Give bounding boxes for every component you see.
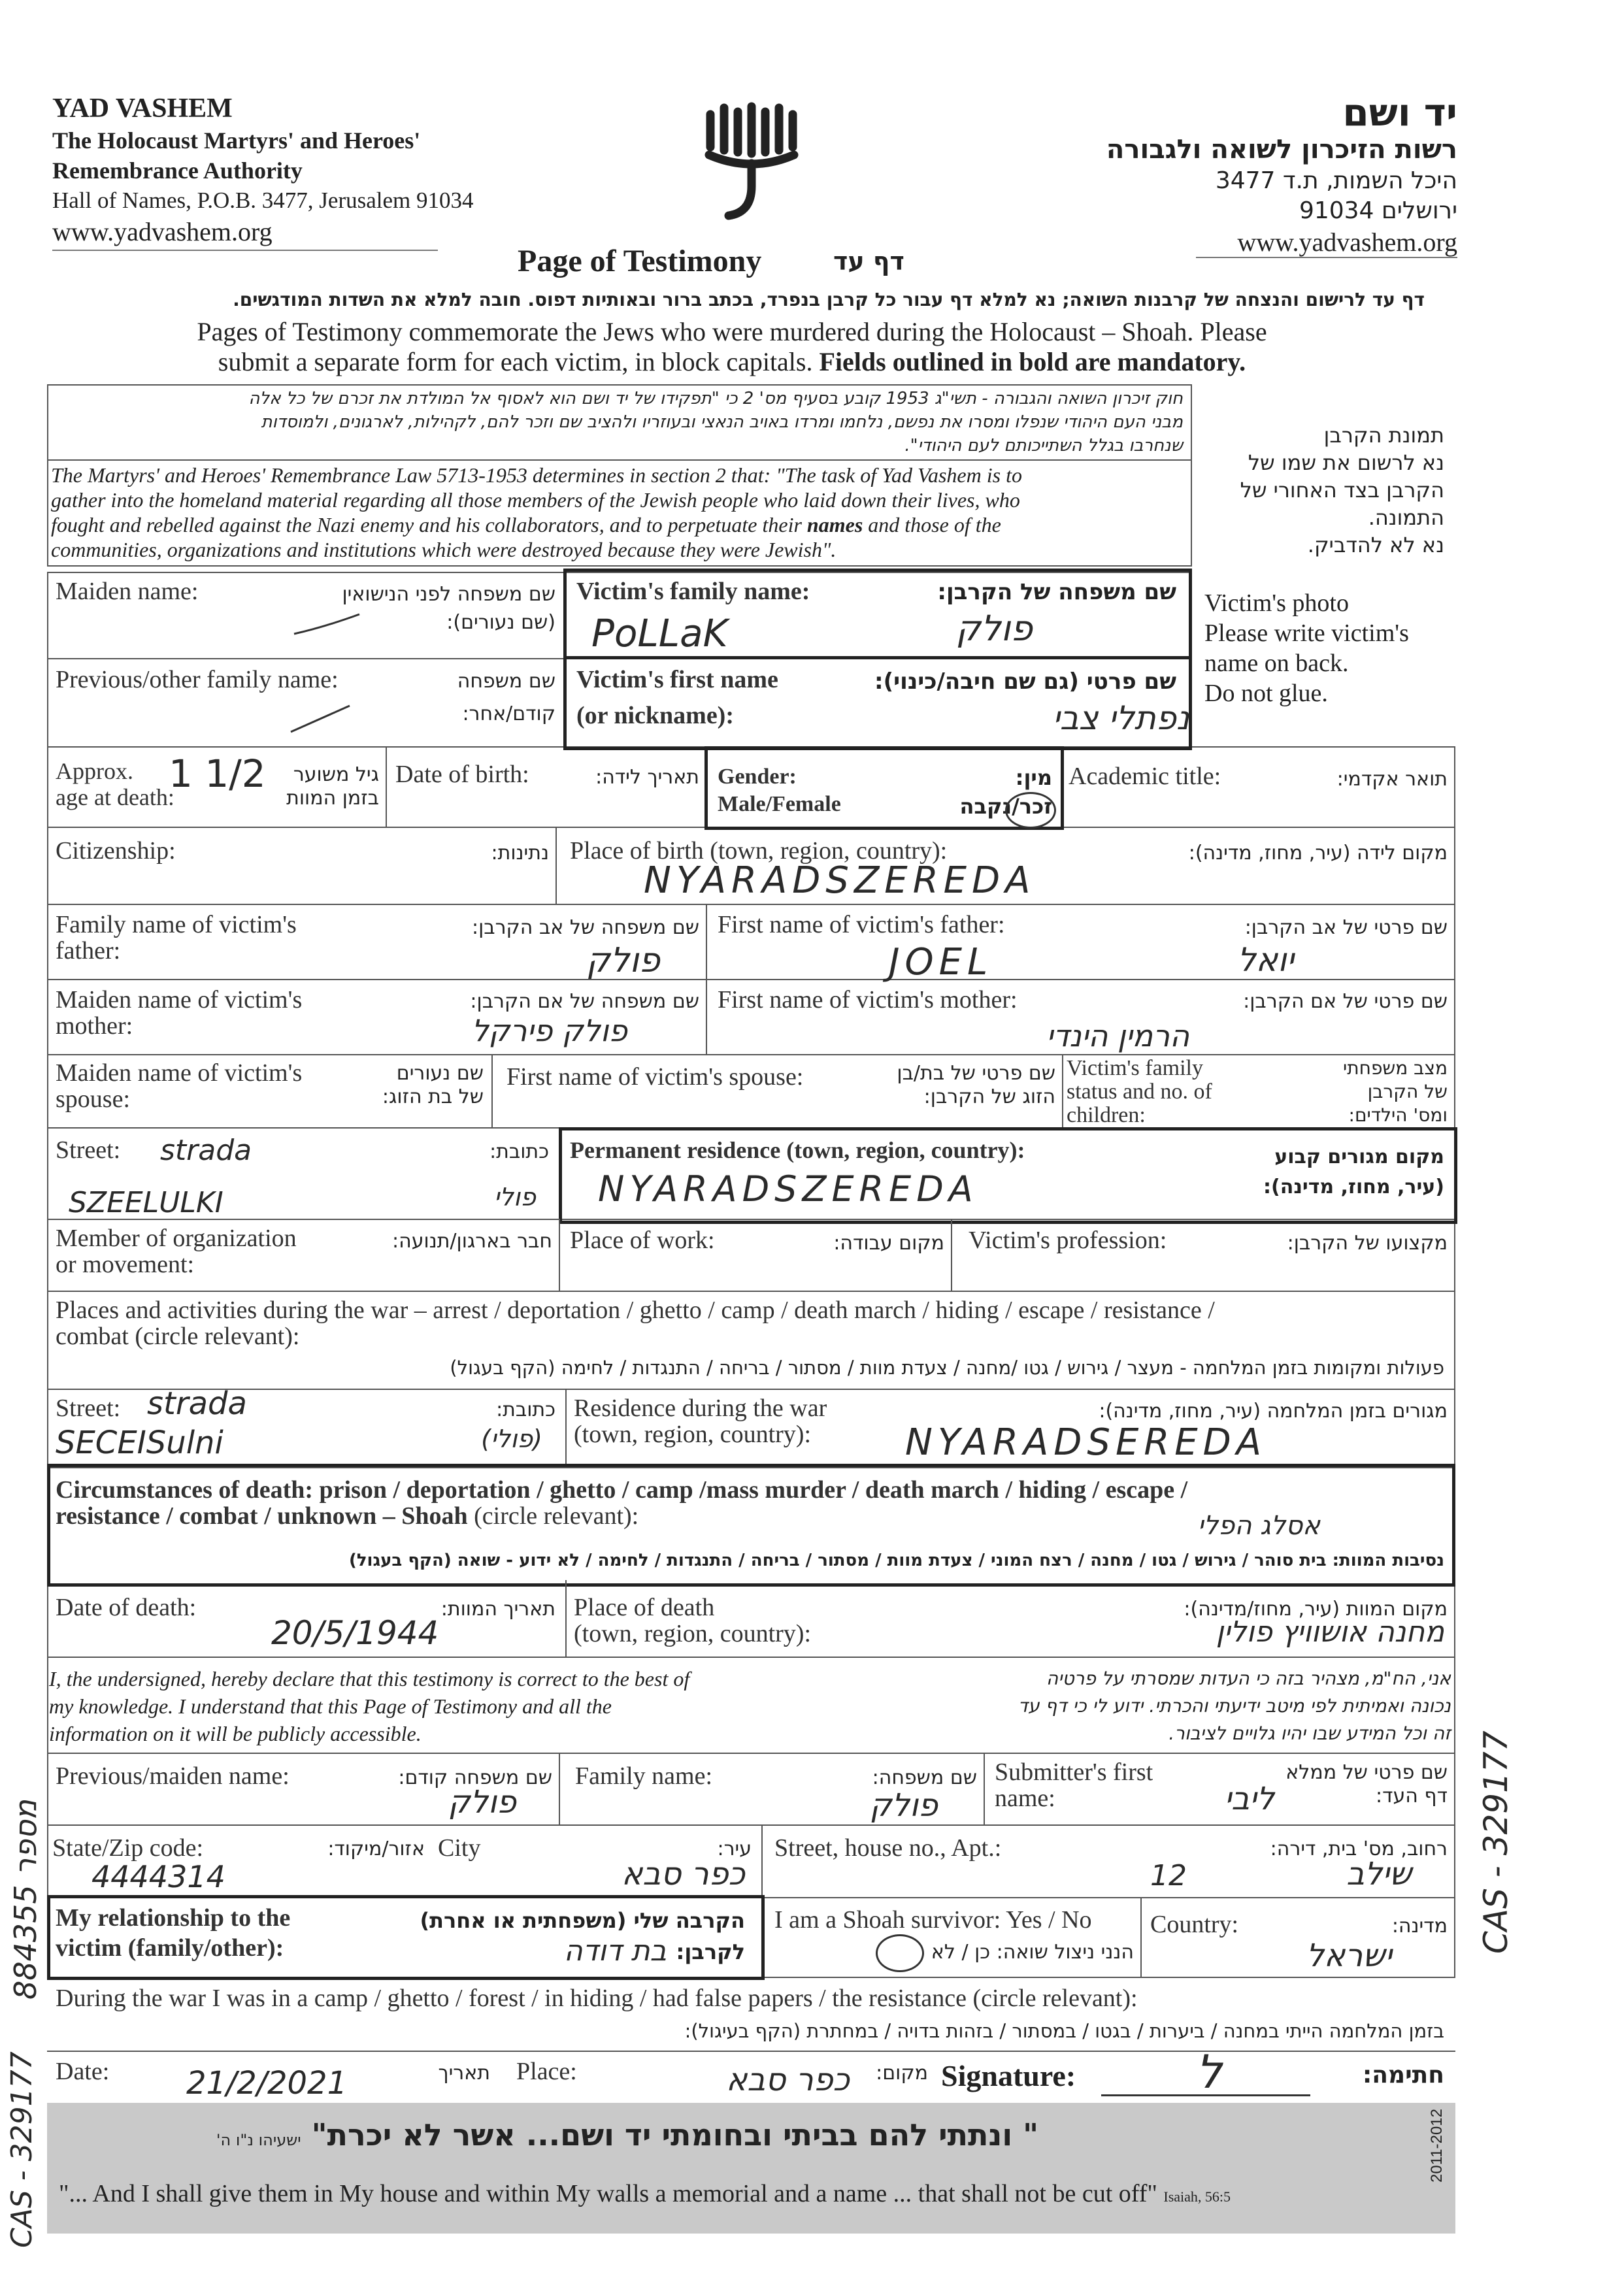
father-family-label-2: father: bbox=[56, 937, 121, 965]
survivor-he: הנני ניצול שואה: כן / לא bbox=[931, 1941, 1134, 1964]
sub-first-he-2: דף העד: bbox=[1376, 1785, 1448, 1807]
age-label-2: age at death: bbox=[56, 784, 174, 810]
country-he: מדינה: bbox=[1391, 1915, 1448, 1938]
circ-he: נסיבות המוות: בית סוהר / גירוש / גטו / מחנה / רצח המוני / צעדת מוות / מסתור / בריחה / התנגדות / לחימה / לא ידוע - שואה (הקף בעגול) bbox=[348, 1551, 1444, 1570]
family-status-label-3: children: bbox=[1067, 1103, 1146, 1127]
family-status-he-3: ומס' הילדים: bbox=[1348, 1104, 1448, 1126]
pod-label bbox=[574, 1594, 811, 1647]
street-no-value-he[interactable]: שילב bbox=[1346, 1856, 1412, 1892]
photo-he-4: התמונה. bbox=[1368, 505, 1444, 530]
maiden-name-label: Maiden name: bbox=[56, 578, 199, 605]
law-he-line3: שנחרבו בגלל השתייכותם לעם היהודי". bbox=[904, 436, 1183, 455]
prev-family-dash bbox=[288, 702, 353, 735]
sub-prev-he: שם משפחה קודם: bbox=[398, 1766, 552, 1789]
pod-label-2: (town, region, country): bbox=[574, 1620, 812, 1647]
victim-family-value-he[interactable]: פולק bbox=[955, 608, 1033, 649]
photo-instructions-he bbox=[1199, 421, 1444, 559]
pod-label-1: Place of death bbox=[574, 1594, 715, 1621]
family-status-label-1: Victim's family bbox=[1067, 1056, 1203, 1080]
law-en-line3c: and those of the bbox=[868, 513, 1001, 536]
sub-family-he: שם משפחה: bbox=[872, 1766, 977, 1789]
war-street-label: Street: bbox=[56, 1394, 121, 1422]
family-status-he-2: של הקרבן bbox=[1367, 1081, 1448, 1102]
sub-prev-label: Previous/maiden name: bbox=[56, 1762, 290, 1790]
father-first-label: First name of victim's father: bbox=[718, 911, 1005, 938]
member-label-2: or movement: bbox=[56, 1251, 195, 1278]
sub-first-value[interactable]: ליבי bbox=[1224, 1781, 1274, 1817]
maiden-name-he2: (שם נעורים): bbox=[446, 611, 555, 634]
intro-hebrew: דף עד לרישום והנצחה של קרבנות השואה; נא למלא דף עבור כל קרבן בנפרד, בכתב ברור ובאותיות דפוס. חובה למלא את השדות המודגשים. bbox=[233, 289, 1425, 310]
footer-quote-en-ref: Isaiah, 56:5 bbox=[1163, 2188, 1231, 2205]
footer-quote-en bbox=[59, 2179, 1444, 2208]
signature-value[interactable]: ל bbox=[1196, 2045, 1222, 2099]
date-value[interactable]: 21/2/2021 bbox=[186, 2065, 348, 2102]
org-en-title: YAD VASHEM bbox=[52, 93, 233, 124]
prev-family-label: Previous/other family name: bbox=[56, 666, 339, 693]
org-en-web: www.yadvashem.org bbox=[52, 217, 273, 246]
mother-first-label: First name of victim's mother: bbox=[718, 986, 1018, 1014]
victim-family-value[interactable]: PoLLaK bbox=[591, 611, 728, 655]
dob-he: תאריך לידה: bbox=[595, 766, 699, 789]
academic-label: Academic title: bbox=[1069, 763, 1221, 790]
date-he: תאריך bbox=[438, 2062, 490, 2085]
right-stamp-cas: CAS - 329177 bbox=[1477, 1730, 1515, 1954]
photo-instructions-en bbox=[1204, 588, 1453, 708]
prev-family-he2: קודם/אחר: bbox=[462, 702, 555, 725]
family-status-he-1: מצב משפחתי bbox=[1342, 1057, 1448, 1079]
perm-res-he-1: מקום מגורים קבוע bbox=[1274, 1146, 1444, 1168]
gender-he-2: זכר/נקבה bbox=[959, 794, 1052, 819]
declare-en bbox=[49, 1665, 899, 1747]
photo-en-4: Do not glue. bbox=[1204, 680, 1328, 707]
citizenship-label: Citizenship: bbox=[56, 837, 176, 865]
place-he: מקום: bbox=[876, 2062, 928, 2085]
footer-quote-he-text: " ונתתי להם בביתי ובחומתי יד ושם... אשר לא יכרת" bbox=[311, 2117, 1039, 2153]
victim-family-label: Victim's family name: bbox=[576, 578, 810, 605]
spouse-maiden-label-1: Maiden name of victim's bbox=[56, 1059, 303, 1087]
street-label: Street: bbox=[56, 1136, 121, 1164]
sub-first-label-1: Submitter's first bbox=[995, 1758, 1153, 1786]
age-value[interactable]: 1 1/2 bbox=[169, 751, 266, 796]
gender-label-1: Gender: bbox=[718, 765, 797, 789]
victim-family-he: שם משפחה של הקרבן: bbox=[937, 579, 1176, 605]
left-stamp-number: מספר 884355 bbox=[8, 1799, 43, 2000]
law-en-names: names bbox=[806, 513, 863, 536]
age-he-1: גיל משוער bbox=[293, 763, 379, 786]
photo-he-1: תמונת הקרבן bbox=[1323, 423, 1444, 448]
circ-label bbox=[56, 1477, 1187, 1529]
family-status-label-2: status and no. of bbox=[1067, 1080, 1212, 1104]
during-he: בזמן המלחמה הייתי במחנה / ביערות / בגטו / במסתור / בזהות בדויה / במחתרת (הקף בעיגול): bbox=[684, 2020, 1444, 2042]
spouse-first-he-1: שם פרטי של בת/בן bbox=[897, 1062, 1055, 1085]
zip-label: State/Zip code: bbox=[52, 1834, 204, 1862]
gender-male-circle[interactable] bbox=[1005, 792, 1056, 829]
country-value[interactable]: ישראל bbox=[1306, 1938, 1392, 1974]
declare-en-2: my knowledge. I understand that this Page of Testimony and all the bbox=[49, 1694, 612, 1718]
work-label: Place of work: bbox=[570, 1227, 715, 1254]
spouse-first-he bbox=[863, 1062, 1055, 1109]
org-he-title: יד ושם bbox=[1342, 90, 1457, 135]
sub-first-he bbox=[1281, 1761, 1448, 1808]
perm-res-he bbox=[1229, 1142, 1444, 1202]
footer-quote-he bbox=[52, 2117, 1202, 2153]
org-en-line3: Remembrance Authority bbox=[52, 157, 303, 184]
org-en-line2: The Holocaust Martyrs' and Heroes' bbox=[52, 127, 421, 154]
places-he: פעולות ומקומות בזמן המלחמה - מעצר / גירוש / גטו /מחנה / צעדת מוות / מסתור / בריחה / התנגדות / לחימה (הקף בעגול) bbox=[450, 1357, 1444, 1379]
photo-en-2: Please write victim's bbox=[1204, 619, 1409, 647]
dod-he: תאריך המוות: bbox=[440, 1598, 555, 1621]
declare-he-3: זה וכל המידע שבו יהיו גלויים לציבור. bbox=[1168, 1723, 1451, 1744]
year-code: 2011-2012 bbox=[1428, 2109, 1446, 2183]
places-label-1: Places and activities during the war – arrest / deportation / ghetto / camp / death march / hiding / escape / resistance / bbox=[56, 1296, 1215, 1324]
mother-first-he: שם פרטי של אם הקרבן: bbox=[1243, 990, 1448, 1013]
declare-he-1: אני, הח"מ, מצהיר בזה כי העדות שמסרתי על פרטיה bbox=[1046, 1668, 1451, 1689]
maiden-name-dash bbox=[291, 611, 363, 637]
declare-he-2: נכונה ואמיתית לפי מיטב ידיעתי והכרתי. ידוע לי כי דף עד bbox=[1018, 1695, 1451, 1717]
law-en-line4: communities, organizations and institutions which were destroyed because they were Jewish". bbox=[51, 538, 837, 561]
country-label: Country: bbox=[1150, 1911, 1239, 1938]
intro-english-bold: Fields outlined in bold are mandatory. bbox=[819, 347, 1246, 376]
photo-he-5: נא לא להדביק. bbox=[1307, 533, 1444, 557]
law-en-line2: gather into the homeland material regarding all those members of the Jewish people who laid down their lives, who bbox=[51, 488, 1020, 512]
victim-first-label2: (or nickname): bbox=[576, 702, 734, 729]
org-he-line2: רשות הזיכרון לשואה ולגבורה bbox=[1106, 135, 1457, 165]
father-family-label-1: Family name of victim's bbox=[56, 911, 297, 938]
victim-first-label: Victim's first name bbox=[576, 666, 778, 693]
spouse-first-label: First name of victim's spouse: bbox=[506, 1063, 804, 1091]
date-label: Date: bbox=[56, 2058, 110, 2085]
war-res-he: מגורים בזמן המלחמה (עיר, מחוז, מדינה): bbox=[1099, 1400, 1448, 1423]
pob-label: Place of birth (town, region, country): bbox=[570, 837, 948, 865]
zip-he: אזור/מיקוד: bbox=[327, 1838, 425, 1860]
during-label: During the war I was in a camp / ghetto / forest / in hiding / had false papers / the resistance (circle relevant): bbox=[56, 1985, 1138, 2012]
places-label-2: combat (circle relevant): bbox=[56, 1323, 300, 1350]
mother-first-value[interactable]: הרמין הינדי bbox=[1046, 1018, 1189, 1053]
menorah-logo-icon bbox=[703, 101, 801, 222]
age-label bbox=[56, 758, 174, 810]
law-en-line1: The Martyrs' and Heroes' Remembrance Law 5713-1953 determines in section 2 that: "The task of Yad Vashem is to bbox=[51, 463, 1022, 487]
law-en-line3a: fought and rebelled against the Nazi enemy and his collaborators, and to perpetuate their bbox=[51, 513, 802, 536]
org-en-address: Hall of Names, P.O.B. 3477, Jerusalem 91034 bbox=[52, 188, 474, 213]
father-first-value-he[interactable]: יואל bbox=[1237, 941, 1294, 979]
war-street-value-1[interactable]: strada bbox=[147, 1385, 247, 1422]
intro-english bbox=[78, 317, 1385, 377]
gender-label bbox=[718, 763, 841, 818]
declare-he bbox=[837, 1665, 1451, 1747]
photo-he-3: הקרבן בצד האחורי של bbox=[1240, 478, 1444, 503]
law-english bbox=[51, 463, 1188, 562]
mother-maiden-label bbox=[56, 987, 302, 1039]
member-label bbox=[56, 1225, 297, 1278]
sub-first-label-2: name: bbox=[995, 1785, 1055, 1812]
circ-label-2b: (circle relevant): bbox=[474, 1502, 639, 1530]
member-label-1: Member of organization bbox=[56, 1225, 297, 1252]
street-no-he: רחוב, מס' בית, דירה: bbox=[1270, 1838, 1448, 1860]
photo-he-2: נא לרשום את שמו של bbox=[1248, 450, 1444, 475]
dob-label: Date of birth: bbox=[395, 761, 529, 788]
war-res-label bbox=[574, 1395, 827, 1447]
city-value[interactable]: כפר סבא bbox=[621, 1856, 745, 1892]
street-value-2[interactable]: SZEELULKI bbox=[69, 1186, 224, 1219]
spouse-first-he-2: הזוג של הקרבן: bbox=[923, 1085, 1055, 1108]
war-street-he: כתובת: bbox=[496, 1398, 555, 1421]
perm-res-he-2: (עיר, מחוז, מדינה): bbox=[1263, 1176, 1444, 1198]
street-value-1[interactable]: strada bbox=[160, 1134, 252, 1167]
member-he: חבר בארגון/תנועה: bbox=[392, 1230, 552, 1253]
signature-label: Signature: bbox=[941, 2059, 1076, 2092]
org-he-line3: היכל השמות, ת.ד 3477 bbox=[1215, 167, 1457, 194]
age-label-1: Approx. bbox=[56, 758, 133, 784]
footer-quote-he-ref: ישעיהו נ"ו ה' bbox=[216, 2131, 301, 2149]
left-stamp-cas: CAS - 329177 bbox=[5, 2051, 39, 2248]
relation-label-1: My relationship to the bbox=[56, 1904, 291, 1932]
war-street-value-2[interactable]: SECEISulni bbox=[56, 1425, 224, 1461]
zip-value[interactable]: 4444314 bbox=[91, 1859, 225, 1894]
war-res-value[interactable]: NYARADSEREDA bbox=[905, 1421, 1267, 1464]
pob-value[interactable]: NYARADSZEREDA bbox=[644, 859, 1036, 902]
father-first-he: שם פרטי של אב הקרבן: bbox=[1244, 916, 1448, 939]
war-res-label-2: (town, region, country): bbox=[574, 1421, 812, 1448]
photo-en-1: Victim's photo bbox=[1204, 589, 1349, 617]
photo-en-3: name on back. bbox=[1204, 650, 1349, 677]
perm-res-value[interactable]: NYARADSZEREDA bbox=[598, 1168, 978, 1210]
mother-maiden-label-2: mother: bbox=[56, 1012, 133, 1040]
form-title-he: דף עד bbox=[833, 247, 904, 276]
father-family-label bbox=[56, 912, 297, 964]
org-he-web: www.yadvashem.org bbox=[1237, 227, 1457, 257]
family-status-label bbox=[1067, 1057, 1212, 1127]
dod-label: Date of death: bbox=[56, 1594, 197, 1621]
relation-label-2: victim (family/other): bbox=[56, 1934, 284, 1962]
maiden-name-he: שם משפחה לפני הנישואין bbox=[342, 583, 555, 606]
law-hebrew bbox=[54, 387, 1183, 457]
law-he-line1: חוק זיכרון השואה והגבורה - תשי"ג 1953 קובע בסעיף מס' 2 כי "תפקידו של יד ושם הוא לאסוף אל המולדת את זכרם של כל אלה bbox=[248, 389, 1183, 408]
spouse-maiden-he-1: שם נעורים bbox=[396, 1062, 484, 1085]
declare-en-1: I, the undersigned, hereby declare that this testimony is correct to the best of bbox=[49, 1667, 690, 1691]
sub-family-value[interactable]: פולק bbox=[869, 1787, 938, 1824]
victim-first-value[interactable]: נפתלי צבי bbox=[1052, 699, 1189, 737]
pod-value[interactable]: מחנה אושוויץ פולין bbox=[1216, 1615, 1444, 1649]
intro-english-line2: submit a separate form for each victim, in block capitals. bbox=[218, 347, 813, 376]
pob-he: מקום לידה (עיר, מחוז, מדינה): bbox=[1188, 842, 1448, 865]
declare-en-3: information on it will be publicly accessible. bbox=[49, 1722, 422, 1745]
family-status-he bbox=[1301, 1057, 1448, 1127]
circ-label-1: Circumstances of death: prison / deportation / ghetto / camp /mass murder / death march / hiding / escape / bbox=[56, 1476, 1188, 1504]
mother-maiden-value[interactable]: פולק פירקל bbox=[471, 1013, 627, 1048]
survivor-label: I am a Shoah survivor: Yes / No bbox=[774, 1906, 1092, 1934]
circ-value[interactable]: אסלג הפלי bbox=[1197, 1511, 1320, 1541]
gender-label-2: Male/Female bbox=[718, 792, 841, 816]
relation-value[interactable]: בת דודה bbox=[563, 1934, 667, 1968]
street-no-value[interactable]: 12 bbox=[1150, 1859, 1187, 1892]
relation-label bbox=[56, 1903, 290, 1963]
mother-maiden-he: שם משפחה של אם הקרבן: bbox=[470, 990, 699, 1013]
place-value[interactable]: כפר סבא bbox=[726, 2062, 850, 2098]
war-street-value-num[interactable]: (פולי) bbox=[481, 1425, 542, 1453]
work-he: מקום עבודה: bbox=[833, 1232, 944, 1255]
circ-label-2: resistance / combat / unknown – Shoah bbox=[56, 1502, 468, 1530]
footer-quote-en-text: "... And I shall give them in My house and within My walls a memorial and a name ... that shall not be cut off" bbox=[59, 2180, 1157, 2207]
father-family-he: שם משפחה של אב הקרבן: bbox=[471, 916, 699, 939]
prev-family-he: שם משפחה bbox=[457, 670, 555, 693]
header-he-block bbox=[1019, 91, 1457, 259]
profession-he: מקצועו של הקרבן: bbox=[1287, 1232, 1448, 1255]
header-en-block bbox=[52, 91, 575, 248]
dod-value[interactable]: 20/5/1944 bbox=[271, 1614, 439, 1652]
war-res-label-1: Residence during the war bbox=[574, 1394, 827, 1422]
city-label: City bbox=[438, 1834, 481, 1862]
spouse-maiden-he bbox=[353, 1062, 484, 1109]
places-label bbox=[56, 1297, 1215, 1349]
intro-english-line1: Pages of Testimony commemorate the Jews who were murdered during the Holocaust – Shoah. Please bbox=[197, 317, 1267, 346]
sub-family-label: Family name: bbox=[575, 1762, 713, 1790]
spouse-maiden-label bbox=[56, 1060, 302, 1112]
city-he: עיר: bbox=[717, 1838, 752, 1860]
father-first-value[interactable]: JOEL bbox=[889, 941, 993, 983]
street-no-label: Street, house no., Apt.: bbox=[774, 1834, 1002, 1862]
law-he-line2: מבני העם היהודי שנפלו ומסרו את נפשם, נלחמו ומרדו באויב הנאצי ובעוזריו ולהציב שם וזכר להם, לקהילות, לארגונים, ולמוסדות bbox=[261, 412, 1183, 432]
spouse-maiden-he-2: של בת הזוג: bbox=[382, 1085, 484, 1108]
org-he-line4: ירושלים 91034 bbox=[1299, 197, 1457, 224]
age-he bbox=[274, 763, 379, 810]
street-he: כתובת: bbox=[489, 1140, 549, 1163]
pod-he: מקום המוות (עיר, מחוז/מדינה): bbox=[1184, 1598, 1448, 1621]
age-he-2: בזמן המוות bbox=[286, 787, 379, 810]
citizenship-he: נתינות: bbox=[491, 842, 549, 865]
spouse-maiden-label-2: spouse: bbox=[56, 1085, 130, 1113]
father-family-value[interactable]: פולק bbox=[586, 941, 660, 980]
victim-first-he: שם פרטי (גם שם חיבה/כינוי): bbox=[874, 668, 1176, 695]
profession-label: Victim's profession: bbox=[969, 1227, 1167, 1254]
mother-maiden-label-1: Maiden name of victim's bbox=[56, 986, 303, 1014]
sub-first-he-1: שם פרטי של ממלא bbox=[1285, 1761, 1448, 1784]
sub-first-label bbox=[995, 1759, 1153, 1811]
relation-he-1: הקרבה שלי (משפחתית או אחרת) bbox=[420, 1908, 745, 1933]
sub-prev-value[interactable]: פולק bbox=[448, 1784, 516, 1821]
form-title-en: Page of Testimony bbox=[518, 244, 762, 278]
relation-he-2: לקרבן: bbox=[676, 1939, 745, 1964]
street-value-num[interactable]: פולי bbox=[493, 1183, 536, 1212]
gender-he-1: מין: bbox=[1015, 765, 1052, 790]
academic-he: תואר אקדמי: bbox=[1336, 768, 1448, 791]
perm-res-label: Permanent residence (town, region, country): bbox=[570, 1137, 1025, 1163]
signature-he: חתימה: bbox=[1362, 2062, 1444, 2088]
place-label: Place: bbox=[516, 2058, 577, 2085]
survivor-no-circle[interactable] bbox=[876, 1934, 924, 1972]
